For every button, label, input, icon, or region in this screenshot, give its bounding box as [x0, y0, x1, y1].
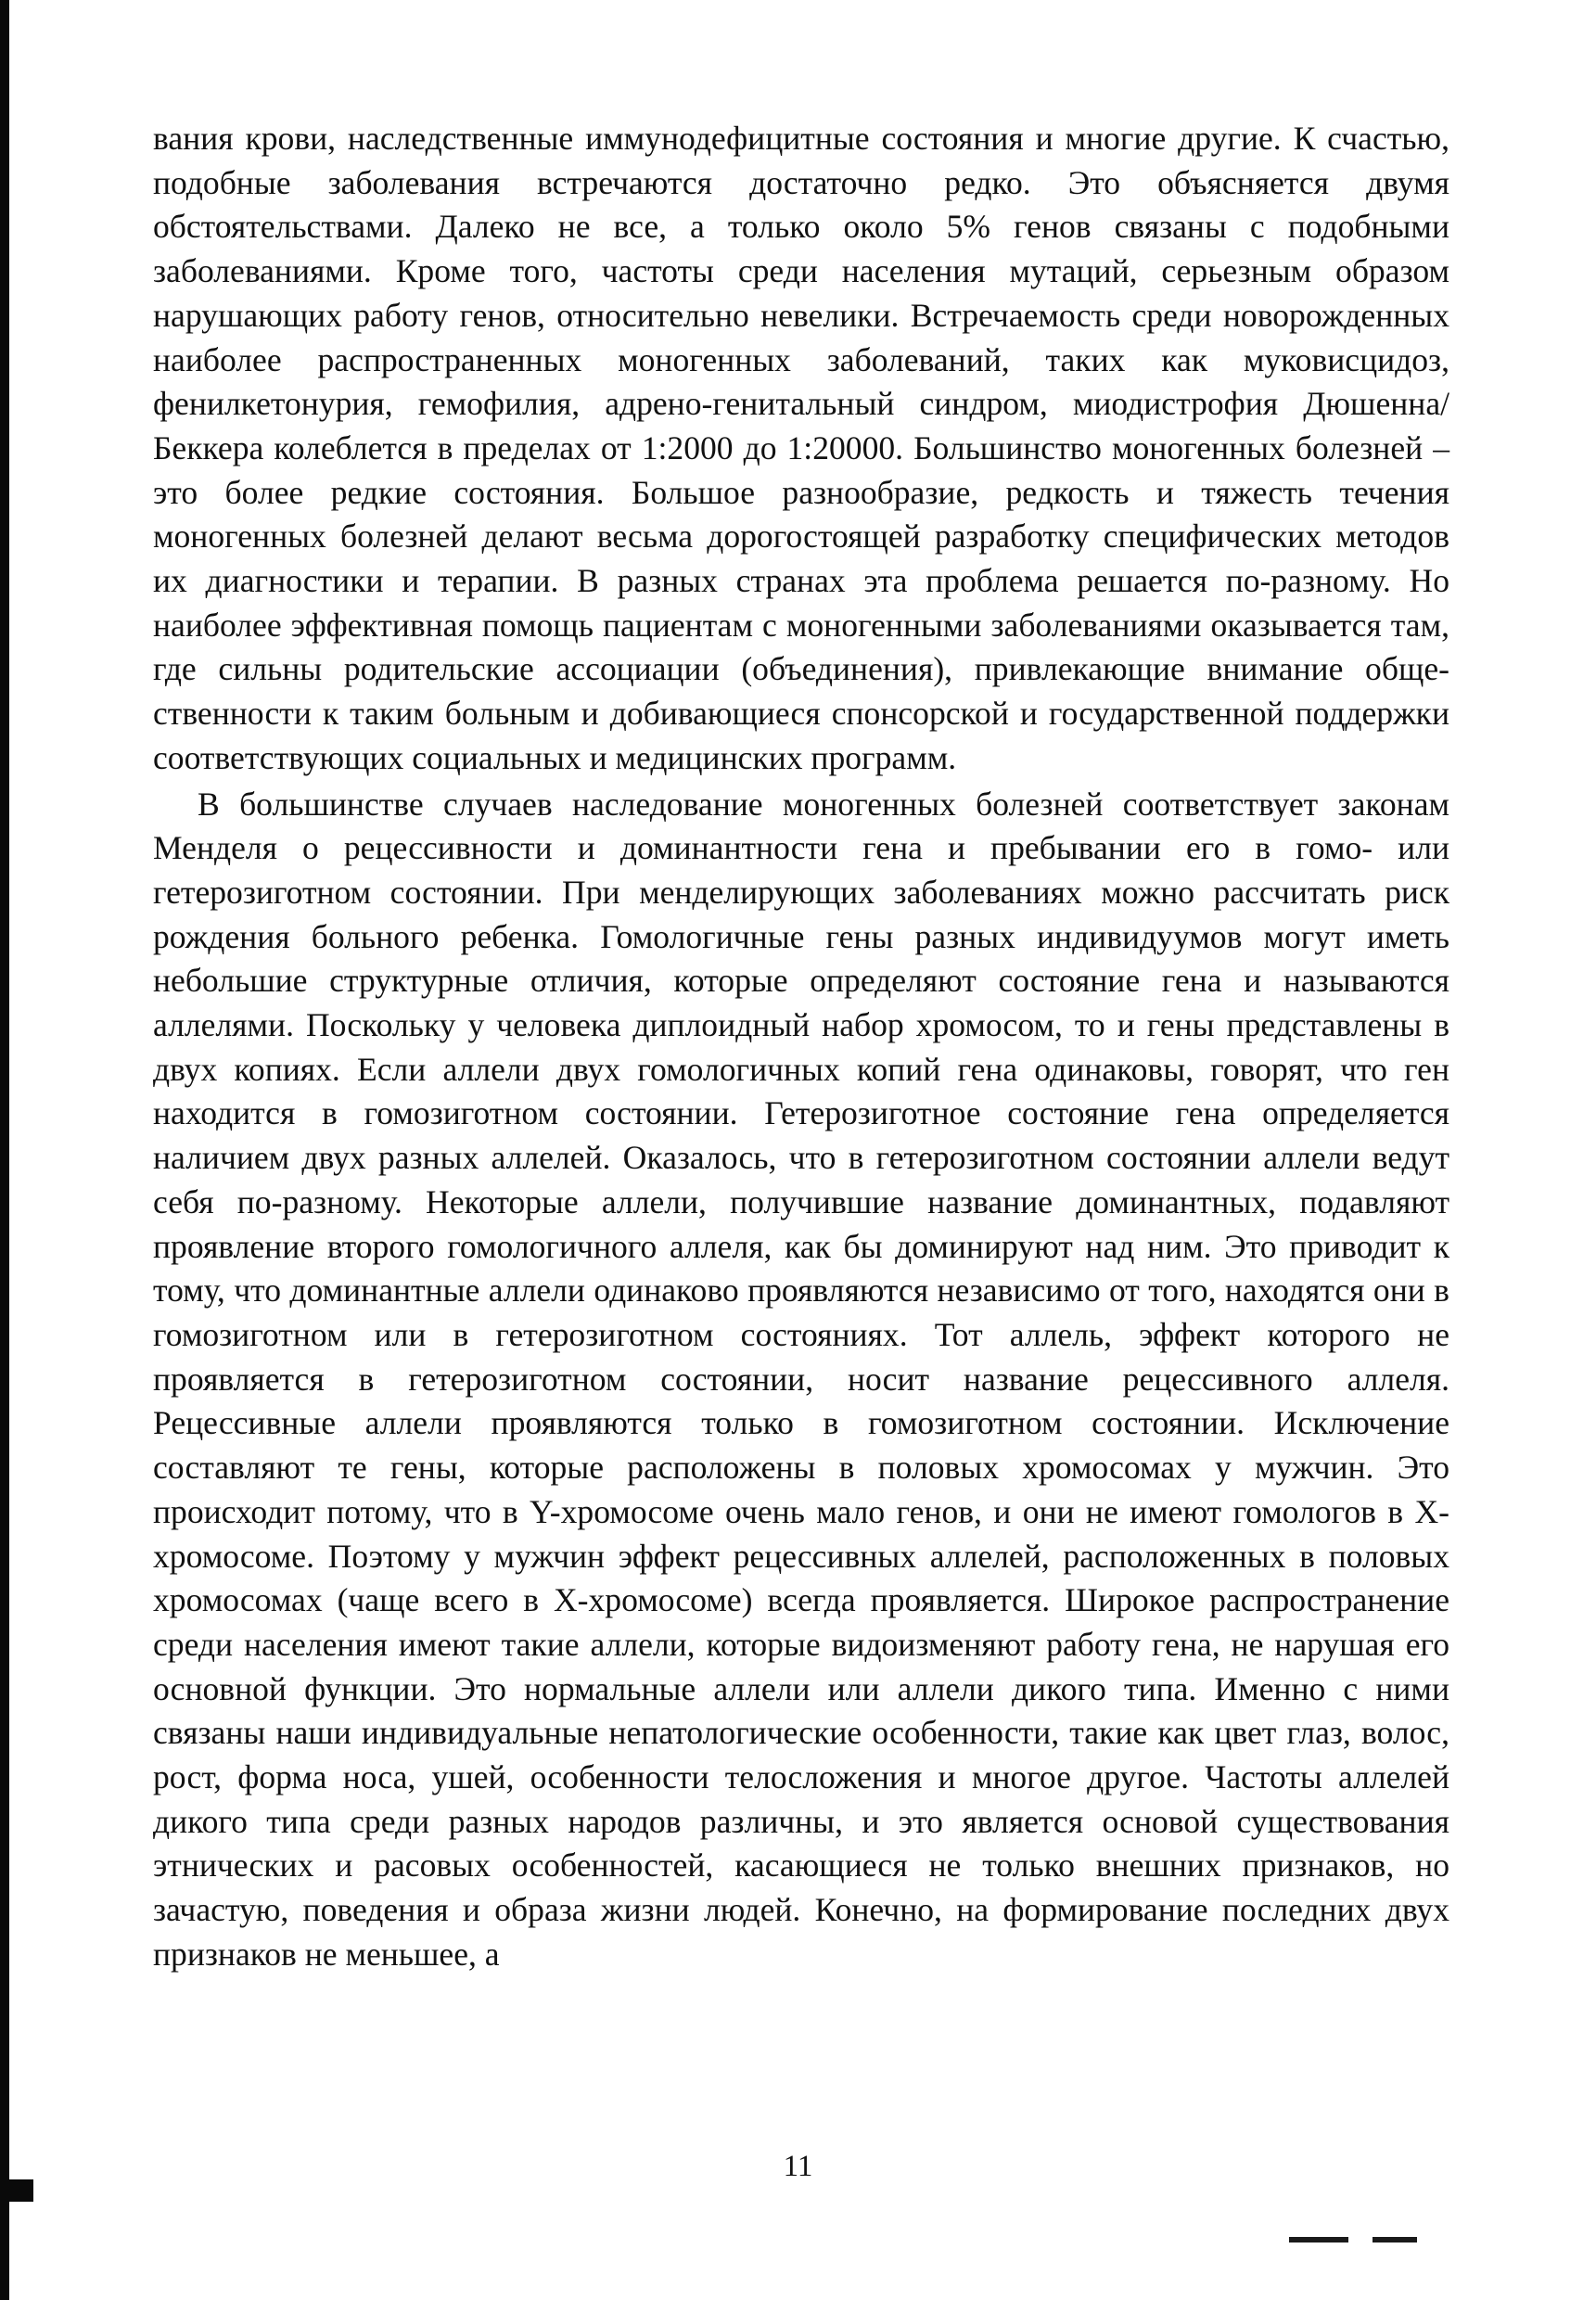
- scan-left-edge-shadow: [0, 0, 9, 2300]
- paragraph-continuation: вания крови, наследственные иммунодефицитные состояния и многие другие. К счастью, подобные заболевания встречаются достаточно редко. Это объясняется двумя обстоятельствами. Далеко не все, а только около 5% генов связаны с подобными заболеваниями. Кроме того, частоты среди населения мутаций, серьезным образом нарушающих работу генов, относительно невелики. Встречаемость среди новорожденных наиболее распространенных моногенных заболеваний, таких как муковисцидоз, фенилкетонурия, гемофилия, адрено-генитальный синдром, миодистрофия Дюшенна/Беккера колеблется в пределах от 1:2000 до 1:20000. Большинство моногенных болезней – это более редкие состояния. Большое разнообразие, редкость и тяжесть течения моногенных болезней делают весьма дорогостоящей разработку специфических методов их диагностики и терапии. В разных странах эта проблема решается по-разному. Но наиболее эффективная помощь пациентам с моногенными заболеваниями оказывается там, где сильны родительские ассоциации (объединения), привлекающие внимание общественности к таким больным и добивающиеся спонсорской и государственной поддержки соответствующих социальных и медицинских программ.: [153, 120, 1449, 776]
- scan-bottom-speck: [1289, 2237, 1348, 2242]
- body-text: [153, 117, 1449, 1977]
- scan-bottom-speck: [1373, 2237, 1417, 2242]
- page-number: 11: [783, 2150, 813, 2183]
- paragraph-mendel-inheritance: В большинстве случаев наследование моногенных болезней соответствует законам Менделя о рецессивности и доминантности гена и пребывании его в гомо- или гетерозиготном состоянии. При менделирующих заболеваниях можно рассчитать риск рождения больного ребенка. Гомологичные гены разных индивидуумов могут иметь небольшие структурные отличия, которые определяют состояние гена и называются аллелями. Поскольку у человека диплоидный набор хромосом, то и гены представлены в двух копиях. Если аллели двух гомологичных копий гена одинаковы, говорят, что ген находится в гомозиготном состоянии. Гетерозиготное состояние гена определяется наличием двух разных аллелей. Оказалось, что в гетерозиготном состоянии аллели ведут себя по-разному. Некоторые аллели, получившие название доминантных, подавляют проявление второго гомологичного аллеля, как бы доминируют над ним. Это приводит к тому, что доминантные аллели одинаково проявляются независимо от того, находятся они в гомозиготном или в гетерозиготном состояниях. Тот аллель, эффект которого не проявляется в гетерозиготном состоянии, носит название рецессивного аллеля. Рецессивные аллели проявляются только в гомозиготном состоянии. Исключение составляют те гены, которые расположены в половых хромосомах у мужчин. Это происходит потому, что в Y-хромосоме очень мало генов, и они не имеют гомологов в X-хромосоме. Поэтому у мужчин эффект рецессивных аллелей, расположенных в половых хромосомах (чаще всего в X-хромосоме) всегда проявляется. Широкое распространение среди населения имеют такие аллели, которые видоизменяют работу гена, не нарушая его основной функции. Это нормальные аллели или аллели дикого типа. Именно с ними связаны наши индивидуальные непатологические особенности, такие как цвет глаз, волос, рост, форма носа, ушей, особенности телосложения и многое другое. Частоты аллелей дикого типа среди разных народов различны, и это является основой существования этнических и расовых особенностей, касающиеся не только внешних признаков, но зачастую, поведения и образа жизни людей. Конечно, на формирование последних двух признаков не меньшее, а: [153, 785, 1449, 1973]
